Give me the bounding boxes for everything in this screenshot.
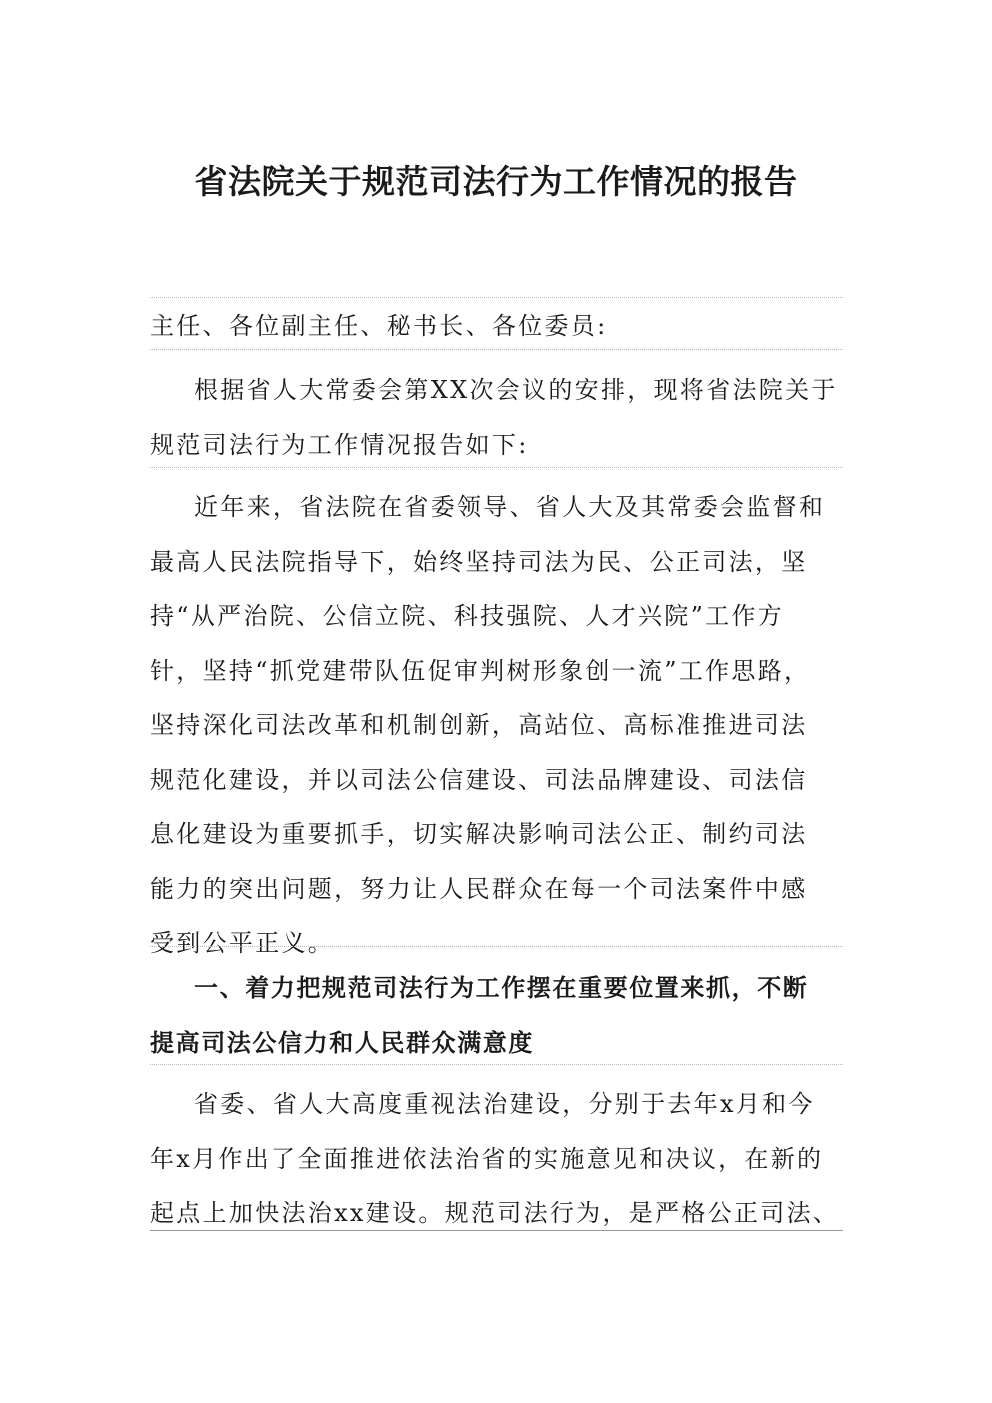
paragraph-line: 能力的突出问题，努力让人民群众在每一个司法案件中感: [150, 874, 808, 903]
paragraph-line: 规范司法行为工作情况报告如下:: [150, 430, 529, 459]
paragraph-line: 坚持深化司法改革和机制创新，高站位、高标准推进司法: [150, 711, 808, 739]
separator: [150, 946, 843, 947]
salutation: [150, 299, 840, 354]
separator: [150, 297, 843, 298]
heading-line: 提高司法公信力和人民群众满意度: [150, 1028, 534, 1057]
document-title: 省法院关于规范司法行为工作情况的报告: [194, 162, 798, 201]
paragraph-line: 根据省人大常委会第XX次会议的安排，现将省法院关于: [194, 376, 838, 404]
paragraph-line: 年x月作出了全面推进依法治省的实施意见和决议，在新的: [150, 1144, 824, 1173]
paragraph-line: 针，坚持“抓党建带队伍促审判树形象创一流”工作思路，: [150, 656, 811, 685]
section-heading-1: [150, 961, 840, 1070]
paragraph-intro: [150, 363, 840, 472]
paragraph-line: 省委、省人大高度重视法治建设，分别于去年x月和今: [194, 1090, 815, 1118]
heading-line: 一、着力把规范司法行为工作摆在重要位置来抓，不断: [194, 974, 809, 1002]
separator: [150, 467, 843, 468]
separator: [150, 349, 843, 350]
paragraph-line: 近年来，省法院在省委领导、省人大及其常委会监督和: [194, 493, 826, 521]
separator: [150, 1230, 843, 1231]
paragraph-line: 规范化建设，并以司法公信建设、司法品牌建设、司法信: [150, 765, 808, 794]
paragraph-line: 持“从严治院、公信立院、科技强院、人才兴院”工作方: [150, 602, 785, 630]
paragraph-line: 起点上加快法治xx建设。规范司法行为，是严格公正司法、: [150, 1199, 840, 1227]
separator: [150, 1064, 843, 1065]
paragraph-overview: [150, 480, 840, 971]
paragraph-section1: [150, 1077, 840, 1241]
paragraph-line: 最高人民法院指导下，始终坚持司法为民、公正司法，坚: [150, 547, 808, 576]
paragraph-line: 受到公平正义。: [150, 929, 335, 957]
salutation-text: 主任、各位副主任、秘书长、各位委员:: [150, 312, 608, 340]
paragraph-line: 息化建设为重要抓手，切实解决影响司法公正、制约司法: [150, 820, 808, 848]
